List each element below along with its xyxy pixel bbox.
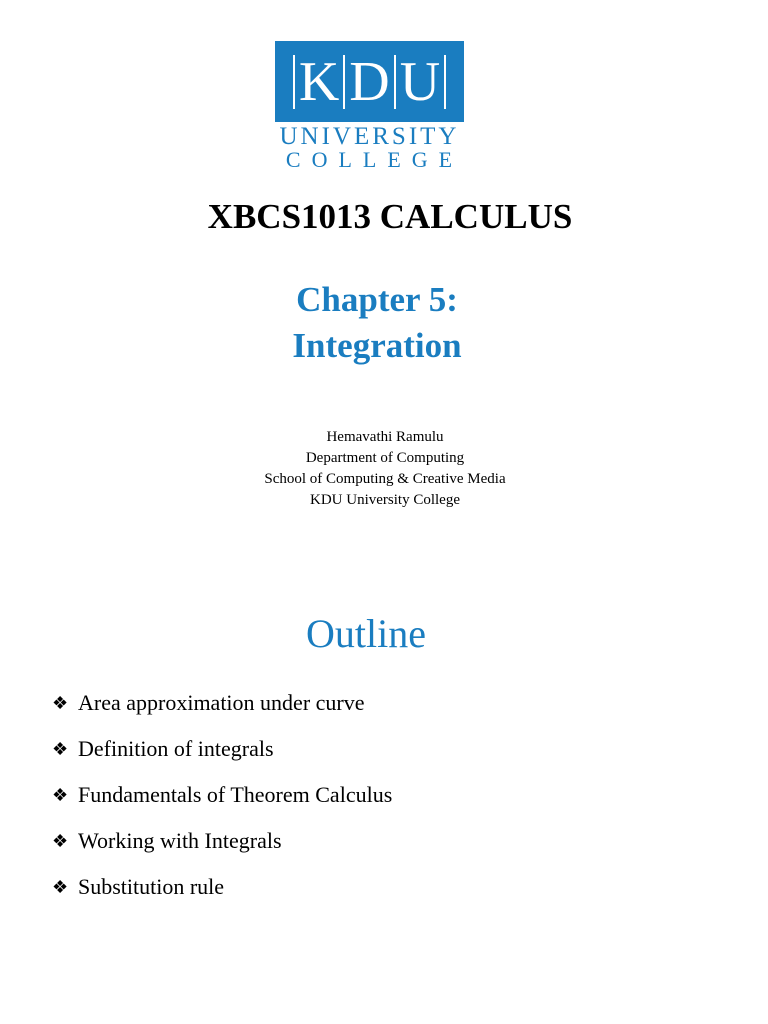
author-department: Department of Computing xyxy=(305,450,465,466)
outline-item xyxy=(52,772,392,818)
outline-item-text: Definition of integrals xyxy=(78,736,274,761)
logo-university-text: UNIVERSITY xyxy=(279,123,460,150)
logo-divider xyxy=(293,55,295,109)
chapter-topic: Integration xyxy=(292,326,462,365)
outline-item xyxy=(52,864,392,910)
diamond-bullet-icon: ❖ xyxy=(52,785,69,805)
diamond-bullet-icon: ❖ xyxy=(52,831,69,851)
chapter-heading xyxy=(0,277,754,369)
logo-divider xyxy=(394,55,396,109)
logo-letter-u: U xyxy=(399,50,441,113)
diamond-bullet-icon: ❖ xyxy=(52,877,69,897)
logo-letter-k: K xyxy=(298,50,340,113)
logo-divider xyxy=(343,55,345,109)
outline-item-text: Working with Integrals xyxy=(78,828,282,853)
logo-college-text: COLLEGE xyxy=(285,147,464,172)
diamond-bullet-icon: ❖ xyxy=(52,693,69,713)
outline-item xyxy=(52,818,392,864)
outline-item-text: Fundamentals of Theorem Calculus xyxy=(78,782,393,807)
course-title: XBCS1013 CALCULUS xyxy=(207,197,573,236)
author-block xyxy=(0,427,768,511)
logo-letters xyxy=(275,41,464,122)
outline-item-text: Substitution rule xyxy=(78,874,225,899)
logo-divider xyxy=(444,55,446,109)
diamond-bullet-icon: ❖ xyxy=(52,739,69,759)
author-name: Hemavathi Ramulu xyxy=(326,429,444,445)
chapter-number: Chapter 5: xyxy=(296,280,458,319)
outline-item xyxy=(52,726,392,772)
logo-letter-d: D xyxy=(349,50,390,113)
author-school: School of Computing & Creative Media xyxy=(264,471,506,487)
author-institution: KDU University College xyxy=(310,492,460,508)
kdu-logo xyxy=(275,41,465,171)
outline-item-text: Area approximation under curve xyxy=(78,690,365,715)
outline-item xyxy=(52,680,392,726)
outline-title: Outline xyxy=(306,611,426,656)
outline-list xyxy=(52,680,392,910)
